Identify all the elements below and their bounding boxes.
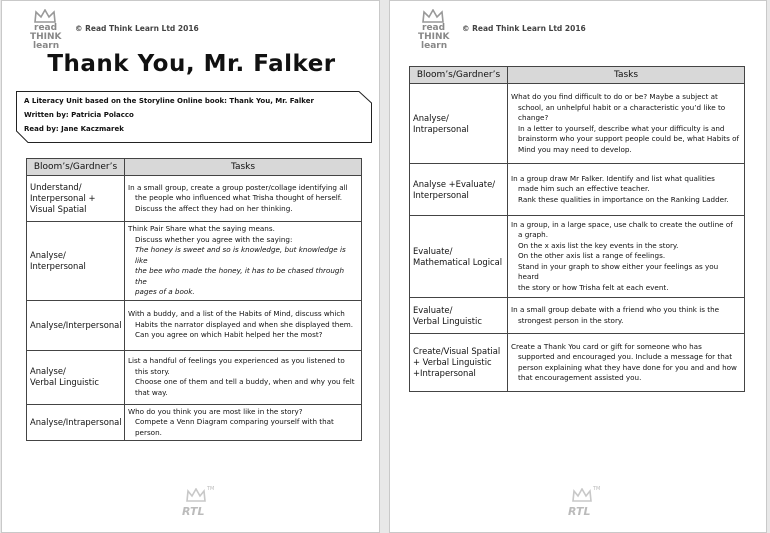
author-line: Written by: Patricia Polacco <box>24 111 134 119</box>
task-cell: Create a Thank You card or gift for someone who has supported and encouraged you. Include a message for that person explaining what they have done for you and and how that encouragement assisted you. <box>508 334 745 392</box>
table-row <box>27 222 362 301</box>
task-cell: In a small group, create a group poster/collage identifying all the people who influenced what Trisha thought of herself. Discuss the affect they had on her thinking. <box>125 176 362 222</box>
bloom-cell: Understand/ Interpersonal + Visual Spatial <box>27 176 125 222</box>
table-row <box>27 176 362 222</box>
table-row <box>410 216 745 298</box>
trademark-mark: TM <box>207 486 215 492</box>
task-cell: In a group, in a large space, use chalk to create the outline of a graph. On the x axis list the key events in the story. On the other axis list a range of feelings. Stand in your graph to show either your feelings as you heard the story or how Trisha felt at each event. <box>508 216 745 298</box>
tasks-header: Tasks <box>508 67 745 84</box>
read-think-learn-logo <box>30 9 60 53</box>
crown-icon <box>422 9 444 23</box>
bloom-cell: Analyse/Interpersonal <box>27 300 125 350</box>
bloom-cell: Create/Visual Spatial + Verbal Linguistic +Intrapersonal <box>410 334 508 392</box>
bloom-header: Bloom’s/Gardner’s <box>27 159 125 176</box>
tasks-header: Tasks <box>125 159 362 176</box>
bloom-cell: Analyse/ Interpersonal <box>27 222 125 301</box>
tasks-table <box>409 66 745 392</box>
crown-icon <box>572 488 592 502</box>
bloom-cell: Analyse/Intrapersonal <box>27 404 125 441</box>
table-row <box>410 84 745 164</box>
table-row <box>410 298 745 334</box>
task-cell: With a buddy, and a list of the Habits of Mind, discuss which Habits the narrator displayed and when she displayed them. Can you agree on which Habit helped her the most? <box>125 300 362 350</box>
rtl-text: RTL <box>568 505 591 518</box>
crown-icon <box>186 488 206 502</box>
rtl-footer-logo <box>566 486 602 520</box>
logo-line: read <box>34 23 58 33</box>
table-row <box>410 164 745 216</box>
document-page-2 <box>389 0 767 533</box>
logo-line: THINK <box>418 32 450 42</box>
copyright-text: © Read Think Learn Ltd 2016 <box>75 24 199 33</box>
logo-line: read <box>422 23 446 33</box>
rtl-footer-logo <box>180 486 216 520</box>
task-cell: In a group draw Mr Falker. Identify and list what qualities made him such an effective teacher. Rank these qualities in importance on the Ranking Ladder. <box>508 164 745 216</box>
bloom-cell: Analyse/ Intrapersonal <box>410 84 508 164</box>
table-row <box>410 334 745 392</box>
document-page-1 <box>1 0 380 533</box>
copyright-text: © Read Think Learn Ltd 2016 <box>462 24 586 33</box>
task-cell: Who do you think you are most like in the story? Compete a Venn Diagram comparing yourself with that person. <box>125 404 362 441</box>
table-row <box>27 404 362 441</box>
logo-line: THINK <box>30 32 62 42</box>
bloom-header: Bloom’s/Gardner’s <box>410 67 508 84</box>
bloom-cell: Analyse/ Verbal Linguistic <box>27 350 125 404</box>
table-row <box>27 350 362 404</box>
page-title: Thank You, Mr. Falker <box>47 51 336 77</box>
tasks-table <box>26 158 362 441</box>
task-cell: What do you find difficult to do or be? Maybe a subject at school, an unhelpful habit or a characteristic you’d like to change? In a letter to yourself, describe what your difficulty is and brainstorm who your support people could be, what Habits of Mind you may need to develop. <box>508 84 745 164</box>
task-cell: Think Pair Share what the saying means. Discuss whether you agree with the saying: The honey is sweet and so is knowledge, but knowledge is like the bee who made the honey, it has to be chased through the pages of a book. <box>125 222 362 301</box>
task-cell: List a handful of feelings you experienced as you listened to this story. Choose one of them and tell a buddy, when and why you felt that way. <box>125 350 362 404</box>
bloom-cell: Analyse +Evaluate/ Interpersonal <box>410 164 508 216</box>
read-think-learn-logo <box>418 9 448 53</box>
trademark-mark: TM <box>593 486 601 492</box>
bloom-cell: Evaluate/ Mathematical Logical <box>410 216 508 298</box>
book-intro-line: A Literacy Unit based on the Storyline Online book: Thank You, Mr. Falker <box>24 97 314 105</box>
rtl-text: RTL <box>182 505 205 518</box>
narrator-line: Read by: Jane Kaczmarek <box>24 125 124 133</box>
book-info-box <box>16 91 372 143</box>
logo-line: learn <box>421 41 448 51</box>
crown-icon <box>34 9 56 23</box>
bloom-cell: Evaluate/ Verbal Linguistic <box>410 298 508 334</box>
task-cell: In a small group debate with a friend who you think is the strongest person in the story. <box>508 298 745 334</box>
table-row <box>27 300 362 350</box>
logo-line: learn <box>33 41 60 51</box>
